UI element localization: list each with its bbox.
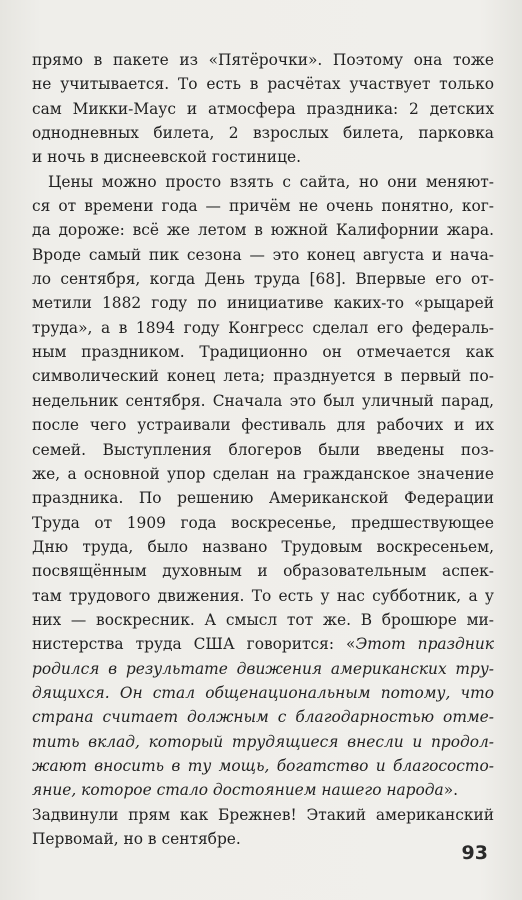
text-line: Задвинули прям как Брежнев! Этакий американский: [32, 805, 494, 824]
text-line: страна считает должным с благодарностью отме-: [32, 708, 494, 727]
text-line: Труда от 1909 года воскресенье, предшествующее: [32, 513, 494, 532]
text-line: праздника. По решению Американской Федерации: [32, 489, 494, 508]
text-line: тить вклад, который трудящиеся внесли и продол-: [32, 732, 494, 751]
text-line: там трудового движения. То есть у нас субботник, а у: [32, 586, 494, 605]
text-line: семей. Выступления блогеров были введены поз-: [32, 440, 494, 459]
body-text: [32, 48, 494, 851]
text-line: дящихся. Он стал общенациональным потому, что: [32, 683, 494, 702]
text-line: Первомай, но в сентябре.: [32, 830, 241, 848]
text-line: них — воскресник. А смысл тот же. В брошюре ми-: [32, 610, 494, 629]
text-line: да дороже: всё же летом в южной Калифорнии жара.: [32, 221, 494, 240]
text-line: символический конец лета; празднуется в первый по-: [32, 367, 494, 386]
text-line: Вроде самый пик сезона — это конец августа и нача-: [32, 245, 494, 264]
text-line: прямо в пакете из «Пятёрочки». Поэтому она тоже: [32, 51, 494, 69]
text-line: ся от времени года — причём не очень понятно, ког-: [32, 197, 494, 216]
text-line: же, а основной упор сделан на гражданское значение: [32, 464, 494, 483]
text-line: родился в результате движения американских тру-: [32, 659, 494, 678]
text-line: жают вносить в ту мощь, богатство и благососто-: [32, 756, 494, 775]
text-line: после чего устраивали фестиваль для рабочих и их: [32, 416, 494, 435]
text-line: посвящённым духовным и образовательным аспек-: [32, 562, 494, 581]
text-line: ло сентября, когда День труда [68]. Впервые его от-: [32, 270, 494, 289]
text-line: Дню труда, было названо Трудовым воскресеньем,: [32, 537, 494, 556]
text-line: яние, которое стало достоянием нашего народа».: [32, 781, 459, 800]
text-line: Цены можно просто взять с сайта, но они меняют-: [48, 172, 494, 191]
text-line: нистерства труда США говорится: «Этот праздник: [32, 635, 494, 654]
text-line: недельник сентября. Сначала это был уличный парад,: [32, 391, 494, 410]
text-line: и ночь в диснеевской гостинице.: [32, 148, 301, 167]
text-line: ным праздником. Традиционно он отмечается как: [32, 343, 494, 362]
page-number: 93: [461, 842, 488, 864]
text-line: не учитывается. То есть в расчётах участвует только: [32, 75, 494, 94]
text-line: метили 1882 году по инициативе каких-то «рыцарей: [32, 294, 494, 313]
text-line: труда», а в 1894 году Конгресс сделал его федераль-: [32, 318, 494, 337]
text-line: однодневных билета, 2 взрослых билета, парковка: [32, 124, 494, 143]
text-line: сам Микки-Маус и атмосфера праздника: 2 детских: [32, 99, 494, 118]
